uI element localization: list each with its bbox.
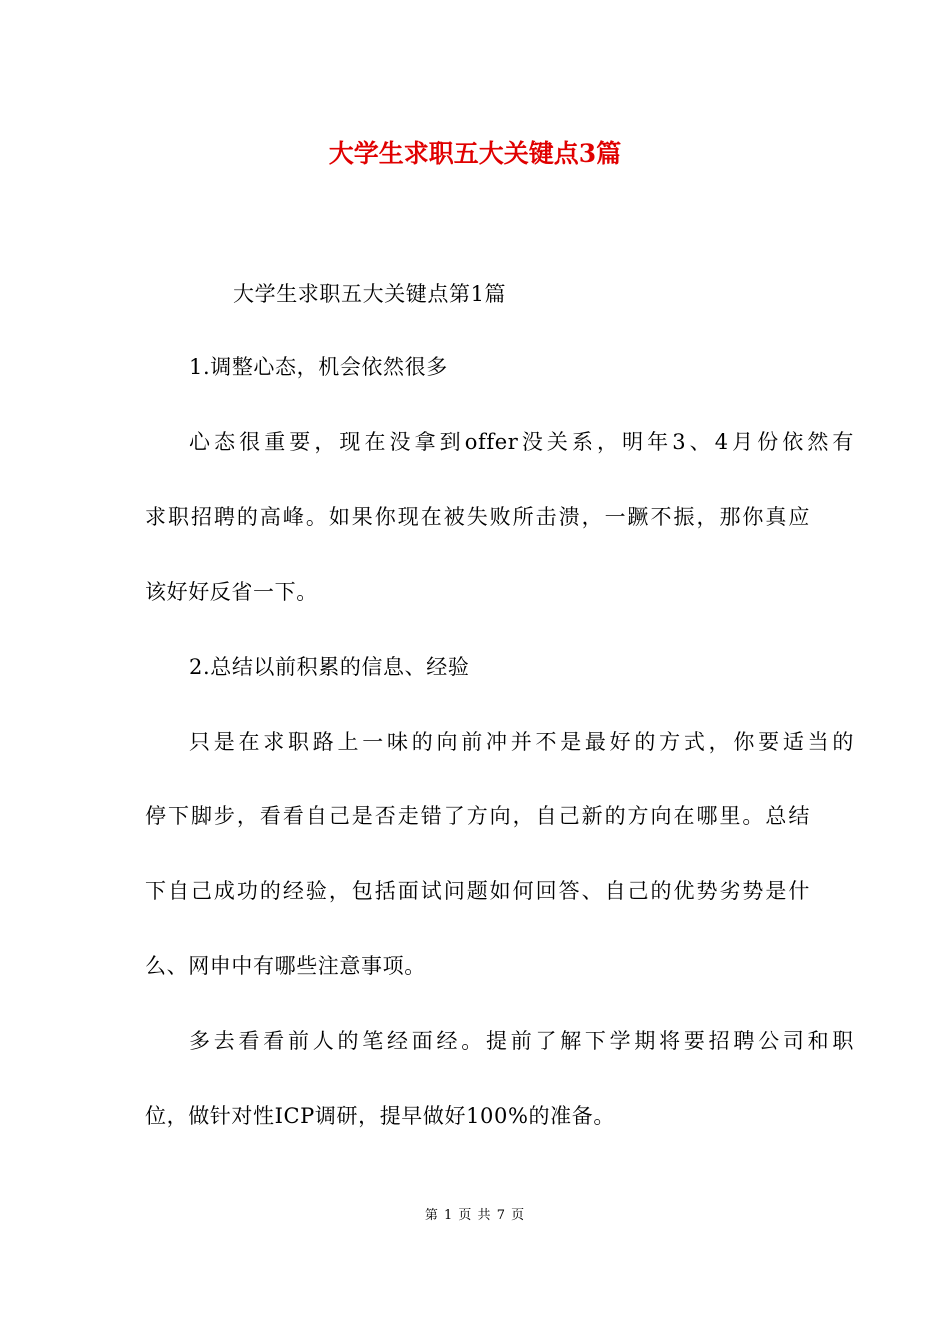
point1-line: 该好好反省一下。 xyxy=(145,580,318,604)
point1-heading: 1.调整心态，机会依然很多 xyxy=(189,355,448,379)
point2-line: 只是在求职路上一味的向前冲并不是最好的方式，你要适当的 xyxy=(189,730,854,754)
point1-line: 求职招聘的高峰。如果你现在被失败所击溃，一蹶不振，那你真应 xyxy=(145,505,810,529)
point2-heading: 2.总结以前积累的信息、经验 xyxy=(189,655,470,679)
point3-line: 多去看看前人的笔经面经。提前了解下学期将要招聘公司和职 xyxy=(189,1029,854,1053)
point2-line: 下自己成功的经验，包括面试问题如何回答、自己的优势劣势是什 xyxy=(145,879,810,903)
point2-line: 么、网申中有哪些注意事项。 xyxy=(145,954,426,978)
point2-line: 停下脚步，看看自己是否走错了方向，自己新的方向在哪里。总结 xyxy=(145,804,810,828)
page-number-footer: 第 1 页 共 7 页 xyxy=(424,1208,526,1223)
section-heading: 大学生求职五大关键点第1篇 xyxy=(233,282,507,306)
document-title: 大学生求职五大关键点3篇 xyxy=(328,139,622,168)
point3-line: 位，做针对性ICP调研，提早做好100%的准备。 xyxy=(145,1104,615,1128)
point1-line: 心态很重要，现在没拿到offer没关系，明年3、4月份依然有 xyxy=(189,430,854,454)
